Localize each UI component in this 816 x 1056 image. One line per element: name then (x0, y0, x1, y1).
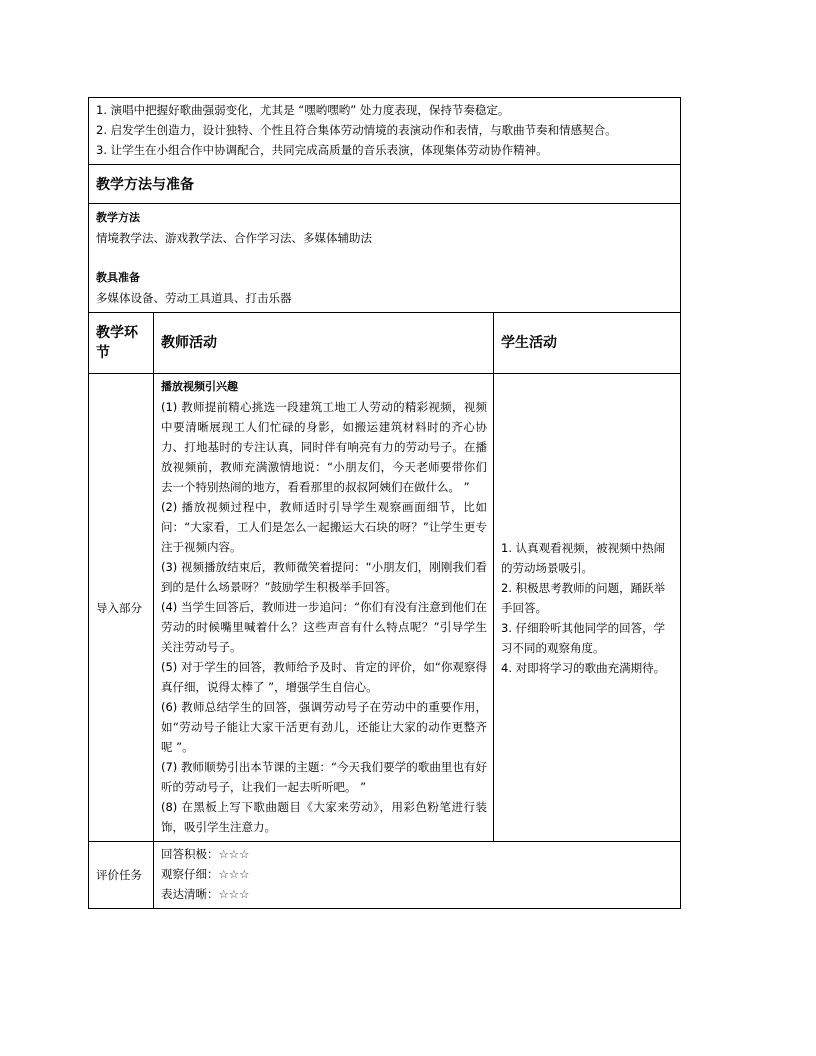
evaluation-item (161, 864, 673, 884)
teacher-step: (2) 播放视频过程中，教师适时引导学生观察画面细节，比如问：“大家看，工人们是怎么一起搬运大石块的呀？”让学生更专注于视频内容。 (161, 500, 487, 554)
header-student: 学生活动 (501, 335, 557, 351)
student-activity-item: 3. 仔细聆听其他同学的回答，学习不同的观察角度。 (501, 620, 666, 655)
intro-student-cell (494, 374, 681, 842)
methods-title: 教学方法 (96, 211, 140, 224)
teacher-step: (3) 视频播放结束后，教师微笑着提问：“小朋友们，刚刚我们看到的是什么场景呀？”鼓励学生积极举手回答。 (161, 560, 487, 594)
table-header-row (89, 313, 681, 374)
evaluation-item-label: 表达清晰： (161, 887, 219, 901)
teacher-step: (7) 教师顺势引出本节课的主题：“今天我们要学的歌曲里也有好听的劳动号子，让我们一起去听听吧。 ” (161, 760, 487, 794)
lesson-plan-table (88, 97, 681, 909)
header-stage: 教学环节 (96, 325, 138, 361)
tools-text: 多媒体设备、劳动工具道具、打击乐器 (96, 291, 292, 305)
evaluation-item (161, 844, 673, 864)
methods-cell (89, 204, 681, 313)
methods-heading-cell (89, 165, 681, 204)
evaluation-cell (154, 842, 681, 909)
student-activity-item: 2. 积极思考教师的问题，踊跃举手回答。 (501, 580, 666, 615)
evaluation-item (161, 884, 673, 904)
student-activity-item: 4. 对即将学习的歌曲充满期待。 (501, 660, 666, 675)
teacher-step: (1) 教师提前精心挑选一段建筑工地工人劳动的精彩视频，视频中要清晰展现工人们忙碌的身影，如搬运建筑材料时的齐心协力、打地基时的专注认真，同时伴有响亮有力的劳动号子。在播放视频前，教师充满激情地说：“小朋友们，今天老师要带你们去一个特别热闹的地方，看看那里的叔叔阿姨们在做什么。 ” (161, 400, 487, 494)
goals-cell (89, 98, 681, 165)
teacher-step: (4) 当学生回答后，教师进一步追问：“你们有没有注意到他们在劳动的时候嘴里喊着什么？这些声音有什么特点呢？”引导学生关注劳动号子。 (161, 600, 487, 654)
evaluation-item-label: 观察仔细： (161, 867, 219, 881)
header-teacher-cell (154, 313, 494, 374)
methods-text: 情境教学法、游戏教学法、合作学习法、多媒体辅助法 (96, 231, 372, 245)
section-heading: 教学方法与准备 (96, 177, 194, 193)
tools-title: 教具准备 (96, 271, 140, 284)
header-stage-cell (89, 313, 154, 374)
header-teacher: 教师活动 (161, 335, 217, 351)
evaluation-label: 评价任务 (96, 868, 142, 882)
star-rating: ☆☆☆ (218, 847, 250, 861)
intro-stage-label: 导入部分 (96, 600, 142, 615)
header-student-cell (494, 313, 681, 374)
teacher-step: (6) 教师总结学生的回答，强调劳动号子在劳动中的重要作用，如“劳动号子能让大家干活更有劲儿，还能让大家的动作更整齐呢 ”。 (161, 700, 487, 754)
star-rating: ☆☆☆ (218, 867, 250, 881)
teacher-step: (8) 在黑板上写下歌曲题目《大家来劳动》，用彩色粉笔进行装饰，吸引学生注意力。 (161, 800, 487, 834)
star-rating: ☆☆☆ (218, 887, 250, 901)
teacher-step: (5) 对于学生的回答，教师给予及时、肯定的评价，如“你观察得真仔细，说得太棒了 ”，增强学生自信心。 (161, 660, 487, 694)
student-activity-item: 1. 认真观看视频，被视频中热闹的劳动场景吸引。 (501, 540, 666, 575)
goal-item: 2. 启发学生创造力，设计独特、个性且符合集体劳动情境的表演动作和表情，与歌曲节奏和情感契合。 (96, 123, 617, 137)
goal-item: 3. 让学生在小组合作中协调配合，共同完成高质量的音乐表演，体现集体劳动协作精神。 (96, 143, 548, 157)
intro-stage-cell (89, 374, 154, 842)
evaluation-row (89, 842, 681, 909)
goals-row (89, 98, 681, 165)
methods-heading-row (89, 165, 681, 204)
intro-row (89, 374, 681, 842)
intro-teacher-cell (154, 374, 494, 842)
evaluation-label-cell (89, 842, 154, 909)
methods-row (89, 204, 681, 313)
spacer (96, 248, 673, 268)
goal-item: 1. 演唱中把握好歌曲强弱变化，尤其是 “嘿哟嘿哟” 处力度表现，保持节奏稳定。 (96, 103, 510, 117)
teacher-activity-title: 播放视频引兴趣 (161, 380, 238, 393)
evaluation-item-label: 回答积极： (161, 847, 219, 861)
